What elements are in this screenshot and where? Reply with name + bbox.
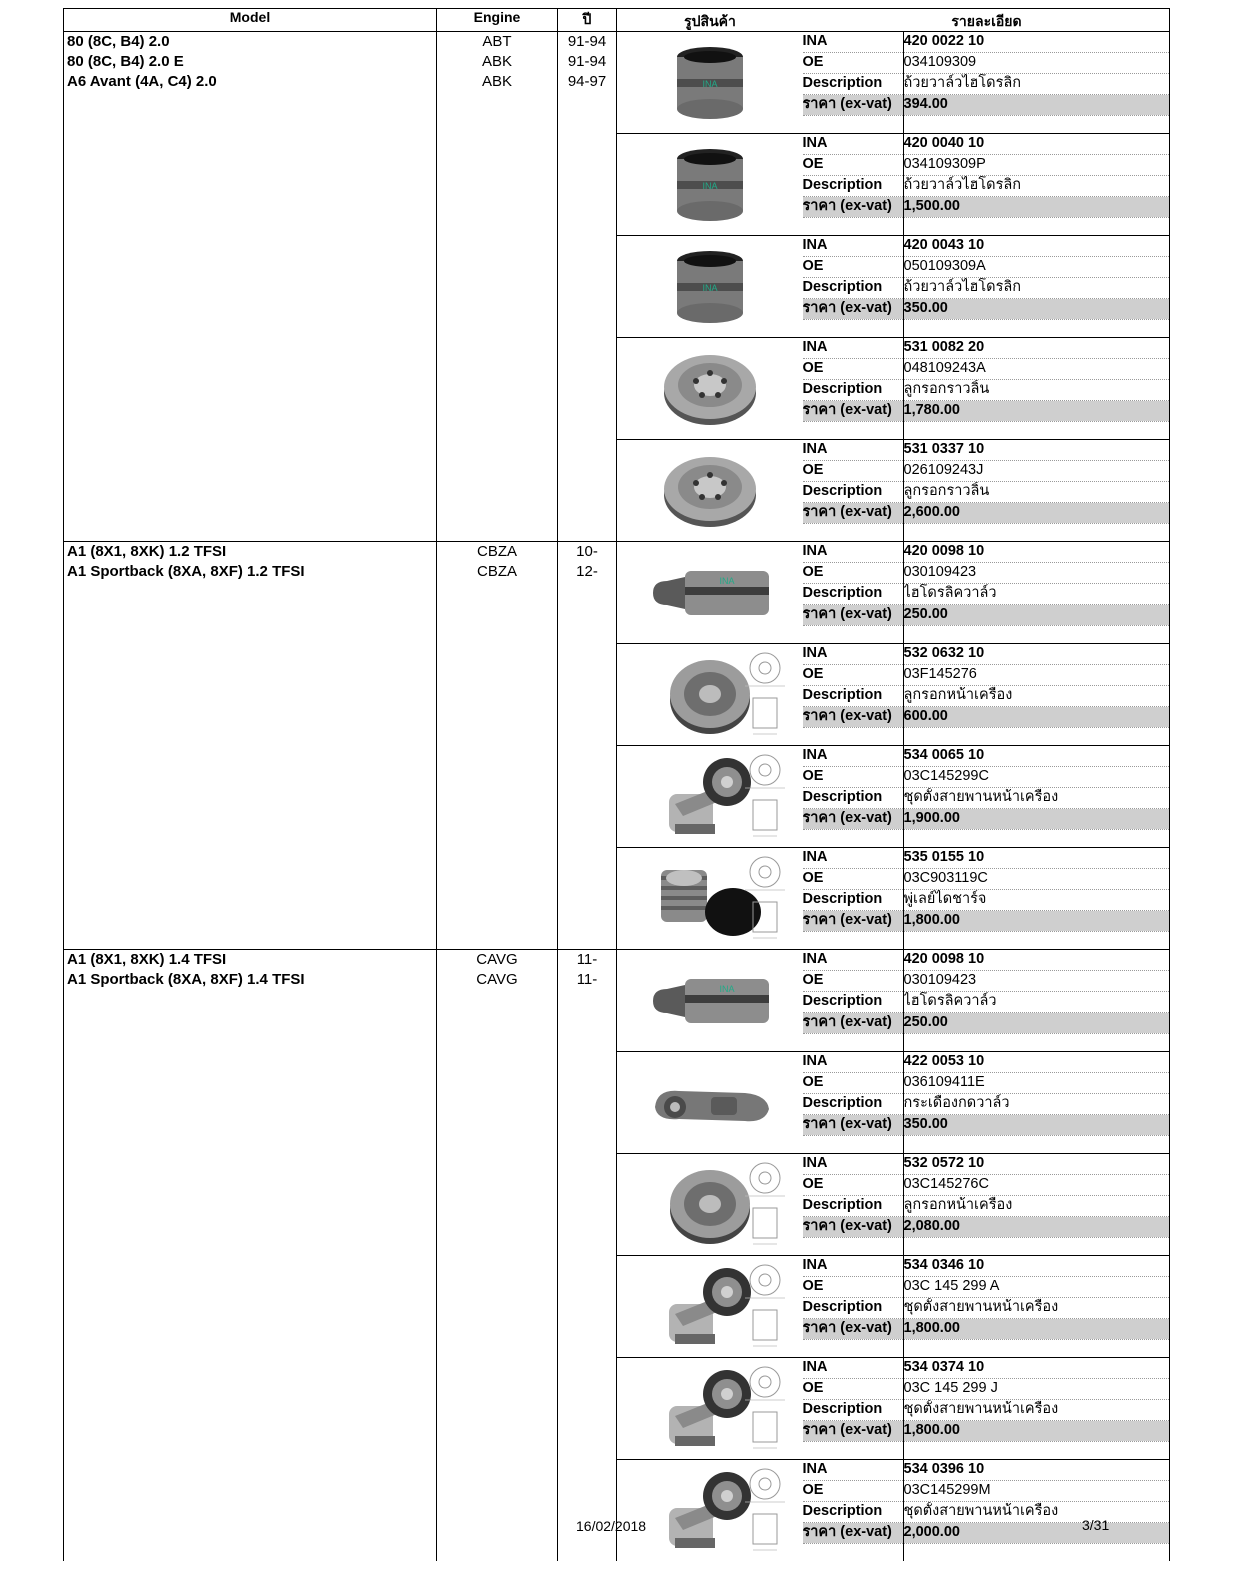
- dimension-drawing-icon: [741, 1466, 793, 1554]
- detail-row-price: [803, 299, 1170, 320]
- detail-value-price: 2,600.00: [903, 503, 1169, 524]
- vehicle-year: 11-: [576, 971, 598, 988]
- detail-value-price: 1,780.00: [903, 401, 1169, 422]
- product-image-cell: [617, 134, 803, 236]
- detail-row-price: [803, 1421, 1170, 1442]
- detail-value-description: กระเดื่องกดวาล์ว: [903, 1094, 1169, 1115]
- detail-row-oe: [803, 155, 1170, 176]
- parts-table: [63, 8, 1170, 1561]
- dimension-drawing-icon: [741, 1262, 793, 1350]
- detail-spacer: [803, 1238, 1170, 1256]
- detail-row-description: [803, 1094, 1170, 1115]
- detail-row-ina: [803, 644, 1170, 665]
- detail-value-ina: 534 0374 10: [903, 1358, 1169, 1379]
- detail-label-description: Description: [803, 1094, 904, 1115]
- product-detail-cell: [803, 644, 1170, 746]
- vehicle-engine: CAVG: [476, 951, 518, 968]
- detail-label-oe: OE: [803, 1379, 904, 1400]
- detail-row-oe: [803, 563, 1170, 584]
- detail-table: [803, 1154, 1170, 1255]
- detail-value-oe: 050109309A: [903, 257, 1169, 278]
- detail-label-description: Description: [803, 278, 904, 299]
- detail-row-ina: [803, 848, 1170, 869]
- detail-value-price: 1,800.00: [903, 911, 1169, 932]
- detail-value-description: ลูกรอกหน้าเครื่อง: [903, 686, 1169, 707]
- vehicle-model: A1 (8X1, 8XK) 1.4 TFSI: [67, 951, 227, 968]
- detail-value-price: 2,000.00: [903, 1523, 1169, 1544]
- footer-page-number: 3/31: [1082, 1517, 1110, 1533]
- detail-table: [803, 1460, 1170, 1561]
- detail-value-price: 350.00: [903, 299, 1169, 320]
- part-row: [64, 32, 1170, 134]
- detail-row-description: [803, 1400, 1170, 1421]
- detail-row-price: [803, 1115, 1170, 1136]
- detail-label-price: ราคา (ex-vat): [803, 299, 904, 320]
- detail-value-description: ชุดตั้งสายพานหน้าเครื่อง: [903, 1400, 1169, 1421]
- detail-value-oe: 03C145299C: [903, 767, 1169, 788]
- detail-label-oe: OE: [803, 53, 904, 74]
- detail-table: [803, 236, 1170, 337]
- detail-value-oe: 030109423: [903, 971, 1169, 992]
- detail-table: [803, 848, 1170, 949]
- detail-label-description: Description: [803, 1298, 904, 1319]
- header-product: [617, 9, 1170, 32]
- detail-label-description: Description: [803, 890, 904, 911]
- detail-table: [803, 1052, 1170, 1153]
- detail-row-ina: [803, 542, 1170, 563]
- detail-value-oe: 03C145299M: [903, 1481, 1169, 1502]
- detail-value-oe: 03C903119C: [903, 869, 1169, 890]
- detail-value-price: 1,800.00: [903, 1319, 1169, 1340]
- dimension-drawing-icon: [741, 752, 793, 840]
- detail-label-price: ราคา (ex-vat): [803, 605, 904, 626]
- header-image: รูปสินค้า: [684, 13, 736, 29]
- detail-value-price: 350.00: [903, 1115, 1169, 1136]
- detail-table: [803, 950, 1170, 1051]
- detail-row-description: [803, 584, 1170, 605]
- detail-row-ina: [803, 1358, 1170, 1379]
- detail-value-price: 394.00: [903, 95, 1169, 116]
- product-image-cell: [617, 746, 803, 848]
- detail-label-oe: OE: [803, 359, 904, 380]
- vehicle-engine: ABK: [481, 73, 512, 90]
- detail-label-ina: INA: [803, 134, 904, 155]
- detail-value-description: ถ้วยวาล์วไฮโดรลิก: [903, 176, 1169, 197]
- detail-row-price: [803, 401, 1170, 422]
- dimension-drawing-icon: [741, 1364, 793, 1452]
- detail-spacer: [803, 1442, 1170, 1460]
- detail-value-ina: 532 0572 10: [903, 1154, 1169, 1175]
- product-image-cell: [617, 440, 803, 542]
- detail-label-price: ราคา (ex-vat): [803, 1421, 904, 1442]
- year-cell: [558, 542, 617, 950]
- detail-label-description: Description: [803, 482, 904, 503]
- detail-value-oe: 030109423: [903, 563, 1169, 584]
- detail-label-oe: OE: [803, 257, 904, 278]
- model-cell: [64, 950, 437, 1562]
- detail-row-oe: [803, 1379, 1170, 1400]
- vehicle-engine: CBZA: [476, 543, 517, 560]
- detail-value-oe: 03F145276: [903, 665, 1169, 686]
- engine-cell: [437, 542, 558, 950]
- detail-label-description: Description: [803, 380, 904, 401]
- detail-row-price: [803, 1013, 1170, 1034]
- vehicle-model: 80 (8C, B4) 2.0: [67, 33, 170, 50]
- detail-value-ina: 420 0043 10: [903, 236, 1169, 257]
- detail-value-ina: 420 0098 10: [903, 950, 1169, 971]
- detail-value-price: 1,900.00: [903, 809, 1169, 830]
- detail-label-ina: INA: [803, 746, 904, 767]
- engine-cell: [437, 32, 558, 542]
- detail-label-price: ราคา (ex-vat): [803, 911, 904, 932]
- detail-spacer: [803, 1340, 1170, 1358]
- vehicle-year: 91-94: [567, 33, 607, 50]
- detail-value-description: ลูกรอกหน้าเครื่อง: [903, 1196, 1169, 1217]
- detail-row-ina: [803, 32, 1170, 53]
- detail-value-description: ลูกรอกราวลิ้น: [903, 482, 1169, 503]
- product-detail-cell: [803, 1052, 1170, 1154]
- detail-table: [803, 746, 1170, 847]
- detail-spacer: [803, 320, 1170, 338]
- detail-value-description: ลูกรอกราวลิ้น: [903, 380, 1169, 401]
- detail-row-oe: [803, 53, 1170, 74]
- vehicle-engine: CBZA: [476, 563, 517, 580]
- detail-spacer: [803, 728, 1170, 746]
- year-cell: [558, 32, 617, 542]
- detail-spacer: [803, 116, 1170, 134]
- detail-row-ina: [803, 1052, 1170, 1073]
- detail-table: [803, 134, 1170, 235]
- detail-row-ina: [803, 134, 1170, 155]
- detail-label-ina: INA: [803, 848, 904, 869]
- detail-row-oe: [803, 257, 1170, 278]
- detail-value-price: 1,800.00: [903, 1421, 1169, 1442]
- product-detail-cell: [803, 848, 1170, 950]
- detail-label-price: ราคา (ex-vat): [803, 503, 904, 524]
- detail-spacer: [803, 1544, 1170, 1562]
- vehicle-year: 11-: [576, 951, 598, 968]
- detail-label-description: Description: [803, 1196, 904, 1217]
- vehicle-engine: CAVG: [476, 971, 518, 988]
- vehicle-model: A1 Sportback (8XA, 8XF) 1.4 TFSI: [67, 971, 305, 988]
- detail-row-price: [803, 605, 1170, 626]
- detail-table: [803, 1256, 1170, 1357]
- product-detail-cell: [803, 440, 1170, 542]
- detail-label-price: ราคา (ex-vat): [803, 197, 904, 218]
- detail-row-price: [803, 707, 1170, 728]
- part-row: [64, 950, 1170, 1052]
- product-detail-cell: [803, 1460, 1170, 1562]
- detail-label-ina: INA: [803, 32, 904, 53]
- detail-label-description: Description: [803, 788, 904, 809]
- detail-row-oe: [803, 461, 1170, 482]
- product-detail-cell: [803, 1154, 1170, 1256]
- product-image-cell: [617, 644, 803, 746]
- detail-row-description: [803, 482, 1170, 503]
- detail-value-description: ถ้วยวาล์วไฮโดรลิก: [903, 278, 1169, 299]
- engine-cell: [437, 950, 558, 1562]
- detail-table: [803, 542, 1170, 643]
- detail-row-price: [803, 503, 1170, 524]
- model-cell: [64, 542, 437, 950]
- detail-value-oe: 026109243J: [903, 461, 1169, 482]
- detail-label-oe: OE: [803, 1277, 904, 1298]
- detail-row-price: [803, 911, 1170, 932]
- dimension-drawing-icon: [741, 650, 793, 738]
- product-image-cell: [617, 338, 803, 440]
- detail-label-ina: INA: [803, 236, 904, 257]
- detail-row-description: [803, 686, 1170, 707]
- detail-label-price: ราคา (ex-vat): [803, 1115, 904, 1136]
- product-image-cell: [617, 1154, 803, 1256]
- detail-row-ina: [803, 1460, 1170, 1481]
- header-year: ปี: [558, 9, 617, 32]
- product-detail-cell: [803, 236, 1170, 338]
- detail-spacer: [803, 932, 1170, 950]
- detail-label-price: ราคา (ex-vat): [803, 707, 904, 728]
- parts-catalog-sheet: [63, 8, 1169, 1540]
- detail-label-price: ราคา (ex-vat): [803, 1523, 904, 1544]
- svg-text:INA: INA: [719, 575, 735, 586]
- detail-label-description: Description: [803, 74, 904, 95]
- detail-label-oe: OE: [803, 869, 904, 890]
- detail-value-price: 1,500.00: [903, 197, 1169, 218]
- detail-value-price: 250.00: [903, 605, 1169, 626]
- detail-label-price: ราคา (ex-vat): [803, 95, 904, 116]
- footer-date: 16/02/2018: [576, 1518, 647, 1534]
- detail-label-ina: INA: [803, 1052, 904, 1073]
- detail-row-description: [803, 74, 1170, 95]
- product-detail-cell: [803, 950, 1170, 1052]
- product-detail-cell: [803, 1256, 1170, 1358]
- detail-label-ina: INA: [803, 440, 904, 461]
- product-image-cell: [617, 236, 803, 338]
- product-detail-cell: [803, 134, 1170, 236]
- detail-value-oe: 036109411E: [903, 1073, 1169, 1094]
- svg-text:INA: INA: [702, 282, 718, 293]
- header-detail: รายละเอียด: [951, 13, 1022, 29]
- detail-value-ina: 420 0098 10: [903, 542, 1169, 563]
- header-engine: Engine: [437, 9, 558, 32]
- detail-row-description: [803, 1196, 1170, 1217]
- product-image-cell: [617, 950, 803, 1052]
- vehicle-year: 91-94: [567, 53, 607, 70]
- detail-table: [803, 32, 1170, 133]
- detail-row-description: [803, 1502, 1170, 1523]
- detail-label-ina: INA: [803, 542, 904, 563]
- detail-value-ina: 420 0040 10: [903, 134, 1169, 155]
- dimension-drawing-icon: [741, 854, 793, 942]
- detail-value-ina: 531 0082 20: [903, 338, 1169, 359]
- detail-label-description: Description: [803, 1502, 904, 1523]
- product-image-cell: [617, 1256, 803, 1358]
- product-detail-cell: [803, 32, 1170, 134]
- detail-row-price: [803, 197, 1170, 218]
- detail-table: [803, 338, 1170, 439]
- detail-table: [803, 644, 1170, 745]
- detail-spacer: [803, 218, 1170, 236]
- detail-spacer: [803, 422, 1170, 440]
- detail-row-oe: [803, 869, 1170, 890]
- detail-value-description: ถ้วยวาล์วไฮโดรลิก: [903, 74, 1169, 95]
- detail-label-description: Description: [803, 1400, 904, 1421]
- dimension-drawing-icon: [741, 1160, 793, 1248]
- detail-row-oe: [803, 1481, 1170, 1502]
- product-image-cell: [617, 1358, 803, 1460]
- detail-value-description: ชุดตั้งสายพานหน้าเครื่อง: [903, 1298, 1169, 1319]
- product-detail-cell: [803, 542, 1170, 644]
- detail-label-oe: OE: [803, 767, 904, 788]
- detail-value-description: พู่เลย์ไดชาร์จ: [903, 890, 1169, 911]
- detail-row-description: [803, 788, 1170, 809]
- detail-spacer: [803, 830, 1170, 848]
- detail-row-oe: [803, 767, 1170, 788]
- vehicle-model: 80 (8C, B4) 2.0 E: [67, 53, 184, 70]
- detail-label-ina: INA: [803, 338, 904, 359]
- detail-row-description: [803, 1298, 1170, 1319]
- detail-row-oe: [803, 665, 1170, 686]
- detail-value-ina: 420 0022 10: [903, 32, 1169, 53]
- detail-row-description: [803, 890, 1170, 911]
- detail-label-price: ราคา (ex-vat): [803, 401, 904, 422]
- header-model: Model: [64, 9, 437, 32]
- detail-label-oe: OE: [803, 563, 904, 584]
- detail-label-ina: INA: [803, 1154, 904, 1175]
- detail-label-price: ราคา (ex-vat): [803, 809, 904, 830]
- detail-label-description: Description: [803, 584, 904, 605]
- detail-spacer: [803, 1136, 1170, 1154]
- svg-text:INA: INA: [702, 180, 718, 191]
- detail-value-description: ไฮโดรลิควาล์ว: [903, 992, 1169, 1013]
- model-cell: [64, 32, 437, 542]
- detail-label-oe: OE: [803, 461, 904, 482]
- vehicle-model: A1 Sportback (8XA, 8XF) 1.2 TFSI: [67, 563, 305, 580]
- vehicle-engine: ABK: [481, 53, 512, 70]
- detail-value-ina: 534 0396 10: [903, 1460, 1169, 1481]
- detail-value-ina: 535 0155 10: [903, 848, 1169, 869]
- detail-value-description: ไฮโดรลิควาล์ว: [903, 584, 1169, 605]
- detail-label-ina: INA: [803, 1460, 904, 1481]
- detail-value-oe: 03C145276C: [903, 1175, 1169, 1196]
- vehicle-year: 10-: [576, 543, 598, 560]
- product-detail-cell: [803, 746, 1170, 848]
- detail-row-price: [803, 1217, 1170, 1238]
- detail-row-oe: [803, 1073, 1170, 1094]
- detail-row-ina: [803, 338, 1170, 359]
- detail-value-ina: 534 0065 10: [903, 746, 1169, 767]
- svg-text:INA: INA: [719, 983, 735, 994]
- detail-label-oe: OE: [803, 971, 904, 992]
- detail-spacer: [803, 626, 1170, 644]
- detail-row-oe: [803, 1175, 1170, 1196]
- detail-spacer: [803, 1034, 1170, 1052]
- svg-text:INA: INA: [702, 78, 718, 89]
- detail-row-description: [803, 278, 1170, 299]
- product-image-cell: [617, 32, 803, 134]
- product-image-cell: [617, 848, 803, 950]
- part-row: [64, 542, 1170, 644]
- product-image-cell: [617, 1460, 803, 1562]
- detail-spacer: [803, 524, 1170, 542]
- detail-value-ina: 422 0053 10: [903, 1052, 1169, 1073]
- detail-label-ina: INA: [803, 644, 904, 665]
- detail-label-price: ราคา (ex-vat): [803, 1013, 904, 1034]
- detail-value-oe: 048109243A: [903, 359, 1169, 380]
- product-image-cell: [617, 1052, 803, 1154]
- detail-value-description: ชุดตั้งสายพานหน้าเครื่อง: [903, 1502, 1169, 1523]
- detail-value-ina: 532 0632 10: [903, 644, 1169, 665]
- detail-row-price: [803, 1523, 1170, 1544]
- detail-label-description: Description: [803, 992, 904, 1013]
- detail-label-ina: INA: [803, 950, 904, 971]
- detail-value-oe: 03C 145 299 J: [903, 1379, 1169, 1400]
- detail-row-ina: [803, 1154, 1170, 1175]
- detail-value-description: ชุดตั้งสายพานหน้าเครื่อง: [903, 788, 1169, 809]
- vehicle-model: A1 (8X1, 8XK) 1.2 TFSI: [67, 543, 227, 560]
- detail-value-ina: 534 0346 10: [903, 1256, 1169, 1277]
- detail-label-ina: INA: [803, 1256, 904, 1277]
- detail-value-price: 250.00: [903, 1013, 1169, 1034]
- detail-row-price: [803, 1319, 1170, 1340]
- detail-row-ina: [803, 236, 1170, 257]
- product-detail-cell: [803, 338, 1170, 440]
- detail-row-price: [803, 95, 1170, 116]
- detail-row-price: [803, 809, 1170, 830]
- vehicle-year: 94-97: [567, 73, 607, 90]
- vehicle-engine: ABT: [482, 33, 512, 50]
- vehicle-model: A6 Avant (4A, C4) 2.0: [67, 73, 217, 90]
- detail-label-oe: OE: [803, 1481, 904, 1502]
- detail-row-ina: [803, 1256, 1170, 1277]
- product-detail-cell: [803, 1358, 1170, 1460]
- detail-row-oe: [803, 1277, 1170, 1298]
- vehicle-year: 12-: [576, 563, 598, 580]
- detail-label-description: Description: [803, 176, 904, 197]
- detail-value-ina: 531 0337 10: [903, 440, 1169, 461]
- detail-label-oe: OE: [803, 1073, 904, 1094]
- detail-label-oe: OE: [803, 665, 904, 686]
- detail-table: [803, 1358, 1170, 1459]
- detail-label-price: ราคา (ex-vat): [803, 1217, 904, 1238]
- detail-label-ina: INA: [803, 1358, 904, 1379]
- detail-value-oe: 034109309: [903, 53, 1169, 74]
- detail-row-description: [803, 380, 1170, 401]
- detail-value-oe: 03C 145 299 A: [903, 1277, 1169, 1298]
- detail-row-oe: [803, 971, 1170, 992]
- detail-label-oe: OE: [803, 155, 904, 176]
- product-image-cell: [617, 542, 803, 644]
- detail-row-ina: [803, 950, 1170, 971]
- year-cell: [558, 950, 617, 1562]
- detail-row-ina: [803, 746, 1170, 767]
- detail-row-ina: [803, 440, 1170, 461]
- detail-label-oe: OE: [803, 1175, 904, 1196]
- detail-value-price: 2,080.00: [903, 1217, 1169, 1238]
- header-row: [64, 9, 1170, 32]
- detail-table: [803, 440, 1170, 541]
- detail-row-oe: [803, 359, 1170, 380]
- detail-row-description: [803, 992, 1170, 1013]
- detail-label-description: Description: [803, 686, 904, 707]
- detail-label-price: ราคา (ex-vat): [803, 1319, 904, 1340]
- detail-row-description: [803, 176, 1170, 197]
- detail-value-oe: 034109309P: [903, 155, 1169, 176]
- detail-value-price: 600.00: [903, 707, 1169, 728]
